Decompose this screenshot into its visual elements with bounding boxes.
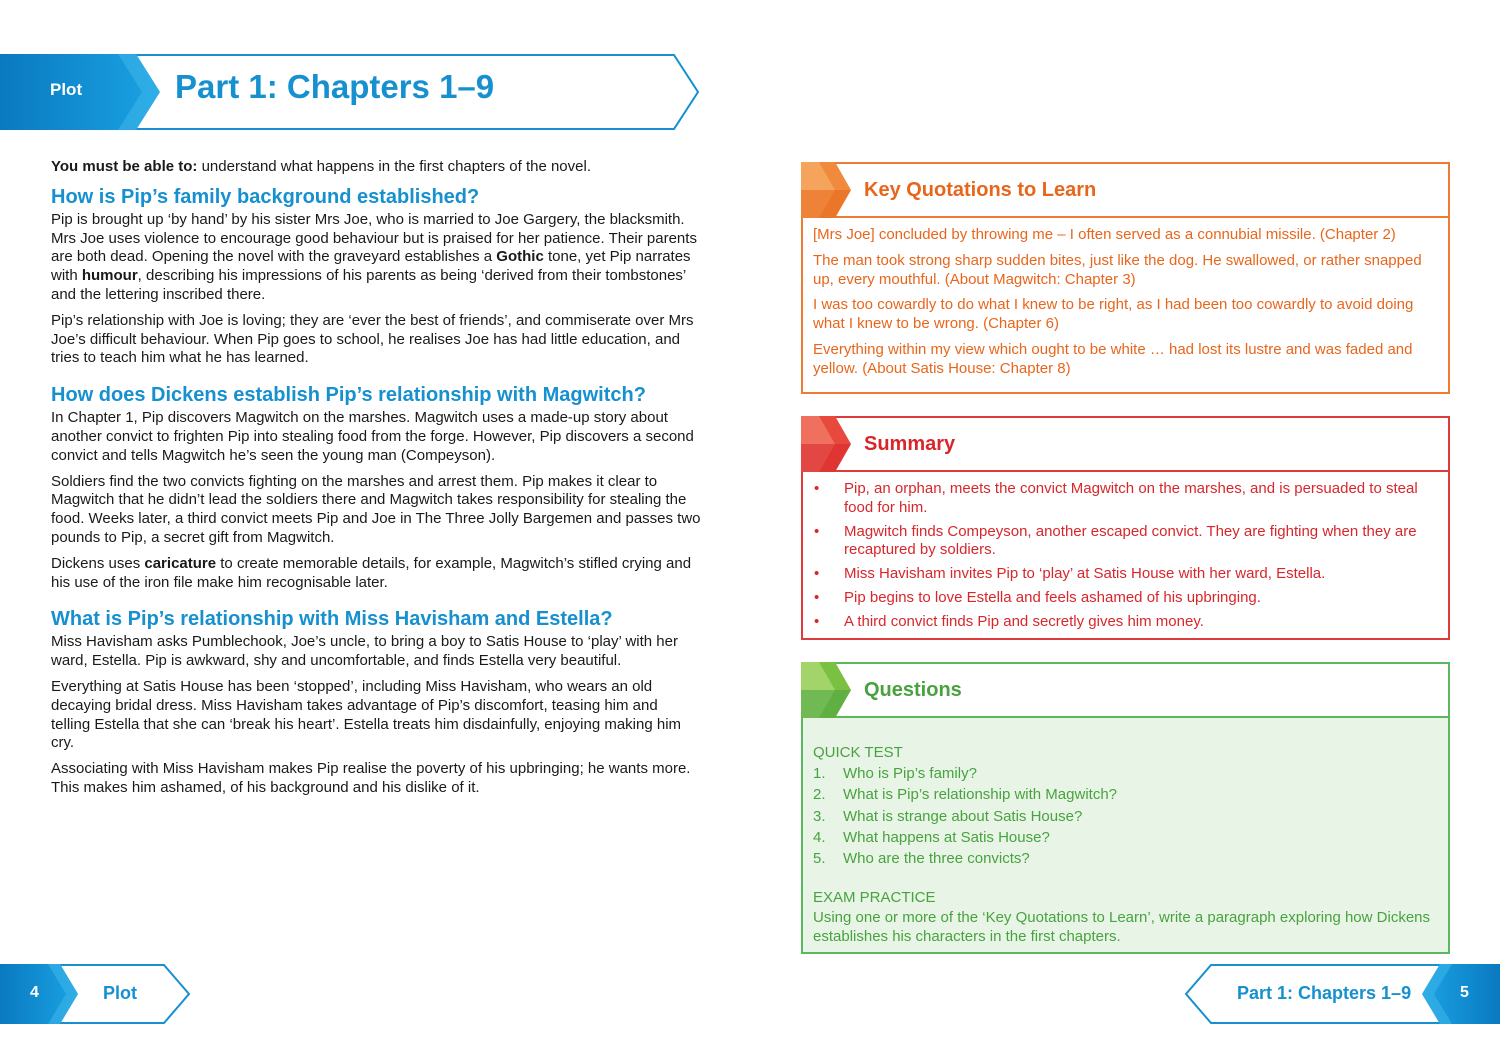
exam-practice-text: Using one or more of the ‘Key Quotations to Learn’, write a paragraph exploring how Dickens establishes his characters in the first chapters. bbox=[813, 909, 1430, 946]
list-item: • A third convict finds Pip and secretly gives him money. bbox=[813, 613, 1438, 632]
key-term: Gothic bbox=[496, 248, 544, 266]
paragraph: Miss Havisham asks Pumblechook, Joe’s uncle, to bring a boy to Satis House to ‘play’ with her ward, Estella. Pip is awkward, shy and uncomfortable, and finds Estella very beautiful. bbox=[51, 633, 678, 670]
question-item: 4. What happens at Satis House? bbox=[813, 828, 1050, 846]
learning-objective bbox=[51, 158, 701, 177]
footer-left bbox=[0, 964, 192, 1024]
footer-chapter-label: Part 1: Chapters 1–9 bbox=[1237, 983, 1412, 1003]
main-text-column bbox=[51, 158, 701, 812]
key-quotations-box bbox=[801, 162, 1450, 394]
red-chevron-icon bbox=[801, 416, 853, 472]
green-chevron-icon bbox=[801, 662, 853, 718]
key-term: humour bbox=[81, 267, 138, 285]
box-title: Questions bbox=[864, 679, 962, 701]
paragraph: Everything at Satis House has been ‘stopped’, including Miss Havisham, who wears an old decaying bridal dress. Miss Havisham takes advantage of Pip’s discomfort, teasing him and telling Estella that she can ‘break his heart’. Estella treats him disdainfully, enjoying making him cry. bbox=[51, 677, 682, 752]
quotations-list bbox=[803, 218, 1448, 392]
quick-test-label: QUICK TEST bbox=[813, 744, 903, 761]
section-heading: How is Pip’s family background established? bbox=[51, 185, 480, 208]
section-heading: What is Pip’s relationship with Miss Havisham and Estella? bbox=[51, 608, 613, 631]
paragraph: In Chapter 1, Pip discovers Magwitch on the marshes. Magwitch uses a made-up story about another convict to frighten Pip into stealing food from the forge. However, Pip discovers a second convict and tells Magwitch he’s seen the young man (Compeyson). bbox=[51, 409, 694, 464]
box-header bbox=[803, 164, 1448, 218]
list-item: • Miss Havisham invites Pip to ‘play’ at Satis House with her ward, Estella. bbox=[813, 565, 1438, 584]
box-title: Key Quotations to Learn bbox=[864, 179, 1097, 201]
question-item: 5. Who are the three convicts? bbox=[813, 850, 1030, 868]
paragraph: Associating with Miss Havisham makes Pip realise the poverty of his upbringing; he wants more. This makes him ashamed, of his background and his dislike of it. bbox=[51, 760, 691, 796]
section-havisham-estella bbox=[51, 606, 701, 797]
section-tag: Plot bbox=[50, 80, 83, 99]
quotation: I was too cowardly to do what I knew to be right, as I had been too cowardly to avoid doing what I knew to be wrong. (Chapter 6) bbox=[813, 296, 1414, 333]
footer-left-shape bbox=[0, 964, 192, 1024]
quotation: [Mrs Joe] concluded by throwing me – I often served as a connubial missile. (Chapter 2) bbox=[813, 226, 1396, 243]
questions-box bbox=[801, 662, 1450, 954]
list-item: • Pip begins to love Estella and feels ashamed of his upbringing. bbox=[813, 589, 1438, 608]
paragraph: Soldiers find the two convicts fighting on the marshes and arrest them. Pip makes it clear to Magwitch that he didn’t lead the soldiers there and Magwitch takes responsibility for stealing the food. Weeks later, a third convict meets Pip and Joe in The Three Jolly Bargemen and passes two pounds to Pip, a secret gift from Magwitch. bbox=[51, 472, 701, 546]
quick-test-list bbox=[813, 763, 1438, 869]
questions-content bbox=[803, 718, 1448, 952]
paragraph: Pip is brought up ‘by hand’ by his sister Mrs Joe, who is married to Joe Gargery, the blacksmith. Mrs Joe uses violence to encourage good behaviour but is praised for her patience. Their parents are both dead. Opening the novel with the graveyard establishes a Gothic tone, yet Pip narrates with humour, describing his impressions of his parents as being ‘derived from their tombstones’ and the lettering inscribed there. bbox=[51, 210, 697, 303]
summary-list bbox=[803, 472, 1448, 643]
quotation: Everything within my view which ought to be white … had lost its lustre and was faded and yellow. (About Satis House: Chapter 8) bbox=[813, 340, 1413, 377]
section-family-background bbox=[51, 184, 701, 368]
question-item: 2. What is Pip’s relationship with Magwitch? bbox=[813, 786, 1118, 804]
header-banner bbox=[0, 54, 700, 130]
quotation: The man took strong sharp sudden bites, just like the dog. He swallowed, or rather snapped up, every mouthful. (About Magwitch: Chapter 3) bbox=[813, 251, 1422, 288]
box-header bbox=[803, 664, 1448, 718]
list-item: • Pip, an orphan, meets the convict Magwitch on the marshes, and is persuaded to steal food for him. bbox=[813, 480, 1438, 518]
page-title: Part 1: Chapters 1–9 bbox=[175, 68, 495, 105]
paragraph: Dickens uses caricature to create memorable details, for example, Magwitch’s stifled crying and his use of the iron file make him recognisable later. bbox=[51, 554, 692, 591]
paragraph: Pip’s relationship with Joe is loving; they are ‘ever the best of friends’, and commiserate over Mrs Joe’s difficult behaviour. When Pip goes to school, he realises Joe has had little education, and tries to teach him what he has learned. bbox=[51, 311, 694, 367]
section-magwitch bbox=[51, 382, 701, 592]
orange-chevron-icon bbox=[801, 162, 853, 218]
page-number: 4 bbox=[30, 984, 39, 1001]
question-item: 3. What is strange about Satis House? bbox=[813, 807, 1083, 825]
key-term: caricature bbox=[144, 554, 217, 572]
list-item: • Magwitch finds Compeyson, another escaped convict. They are fighting when they are recaptured by soldiers. bbox=[813, 523, 1438, 561]
footer-section-label: Plot bbox=[103, 983, 137, 1003]
objective-text: understand what happens in the first chapters of the novel. bbox=[197, 158, 591, 175]
page-number: 5 bbox=[1460, 984, 1469, 1001]
objective-label: You must be able to: bbox=[51, 158, 198, 175]
section-heading: How does Dickens establish Pip’s relationship with Magwitch? bbox=[51, 384, 646, 407]
question-item: 1. Who is Pip’s family? bbox=[813, 765, 977, 783]
summary-box bbox=[801, 416, 1450, 640]
box-header bbox=[803, 418, 1448, 472]
footer-right bbox=[1184, 964, 1500, 1024]
box-title: Summary bbox=[864, 433, 956, 455]
exam-practice-label: EXAM PRACTICE bbox=[813, 889, 936, 907]
